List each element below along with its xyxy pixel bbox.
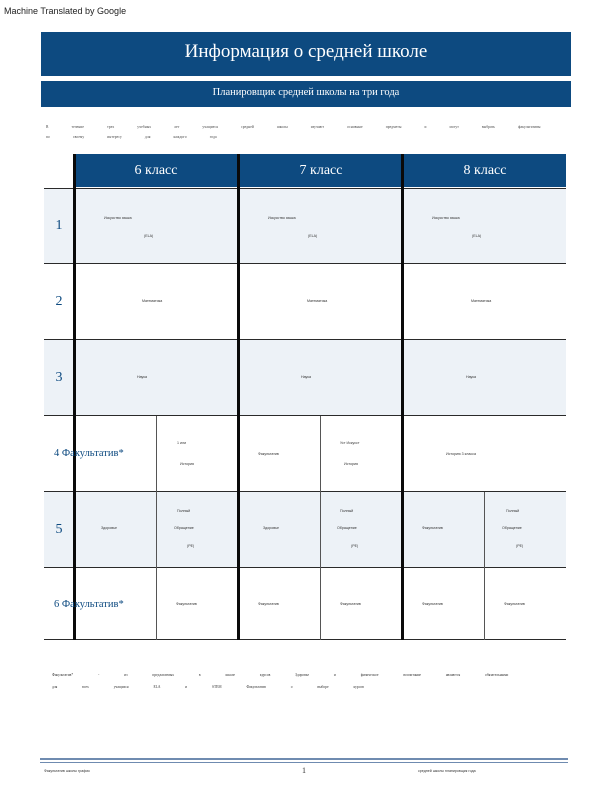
cell-text: Факультатив	[422, 602, 443, 606]
cell-text: Полный	[177, 509, 191, 513]
cell-text: Искусство языка	[104, 216, 132, 220]
cell-text: История	[344, 462, 358, 466]
row-divider	[44, 263, 566, 264]
cell-text: Обращение	[502, 526, 522, 530]
cell-text: Искусство языка	[432, 216, 460, 220]
cell-divider	[156, 416, 157, 640]
row-label: 3	[55, 369, 63, 385]
cell-text: Здоровье	[101, 526, 118, 530]
footer-right: средней школы планировщик года	[418, 769, 476, 773]
row-label: 1	[55, 217, 63, 233]
table-row	[44, 492, 566, 567]
row-divider	[44, 188, 566, 189]
cell-text: (ELA)	[472, 234, 482, 238]
cell-text: Полный	[340, 509, 354, 513]
cell-text: Здоровье	[263, 526, 280, 530]
column-header: 6 класс	[75, 154, 237, 187]
cell-text: Факультатив	[258, 452, 279, 456]
cell-text: Уст Искусст	[340, 441, 360, 445]
page-title: Информация о средней школе	[41, 32, 571, 76]
cell-text: Наука	[301, 375, 312, 379]
page-number: 1	[302, 766, 306, 775]
cell-text: (ELA)	[308, 234, 318, 238]
cell-divider	[484, 492, 485, 640]
footer-rule	[40, 758, 568, 760]
cell-text: История	[180, 462, 194, 466]
cell-text: Наука	[137, 375, 148, 379]
machine-translated-label: Machine Translated by Google	[4, 6, 127, 16]
cell-text: Факультатив	[422, 526, 443, 530]
footnote: Факультатив* - из предлагаемых в школе курсов Здоровье и физическое воспитание являются обязательными для всех учащихся ELA и STEM Факультатив о выборе курсов	[52, 673, 509, 689]
page-subtitle: Планировщик средней школы на три года	[41, 81, 571, 107]
row-label: 6 Факультатив*	[54, 598, 124, 610]
cell-text: Обращение	[174, 526, 194, 530]
cell-divider	[320, 416, 321, 640]
cell-text: (PE)	[187, 544, 195, 548]
intro-paragraph: В течение трех учебных лет учащиеся средней школы изучают основные предметы и могут выбрать факультативы по своему интересу для каждого года	[46, 125, 541, 139]
row-divider	[44, 339, 566, 340]
footer-left: Факультатив школы график	[44, 769, 90, 773]
cell-text: Факультатив	[258, 602, 279, 606]
cell-text: Факультатив	[176, 602, 197, 606]
column-divider	[237, 154, 240, 640]
cell-text: Наука	[466, 375, 477, 379]
cell-text: Историю 3 класса	[446, 452, 476, 456]
row-label: 2	[55, 293, 63, 309]
column-divider	[401, 154, 404, 640]
cell-text: Математика	[471, 299, 492, 303]
cell-text: Математика	[307, 299, 328, 303]
cell-text: Обращение	[337, 526, 357, 530]
cell-text: 1 или	[177, 441, 187, 445]
row-label: 5	[55, 521, 63, 537]
cell-text: Факультатив	[504, 602, 525, 606]
column-header: 7 класс	[240, 154, 402, 187]
cell-text: Факультатив	[340, 602, 361, 606]
footer-rule	[40, 762, 568, 763]
cell-text: Математика	[142, 299, 163, 303]
cell-text: Искусство языка	[268, 216, 296, 220]
planner-table	[44, 154, 566, 640]
row-divider	[44, 491, 566, 492]
cell-text: (PE)	[516, 544, 524, 548]
cell-text: (ELA)	[144, 234, 154, 238]
cell-text: (PE)	[351, 544, 359, 548]
row-label: 4 Факультатив*	[54, 448, 124, 459]
cell-text: Полный	[506, 509, 520, 513]
table-row	[44, 188, 566, 263]
column-header: 8 класс	[404, 154, 566, 187]
